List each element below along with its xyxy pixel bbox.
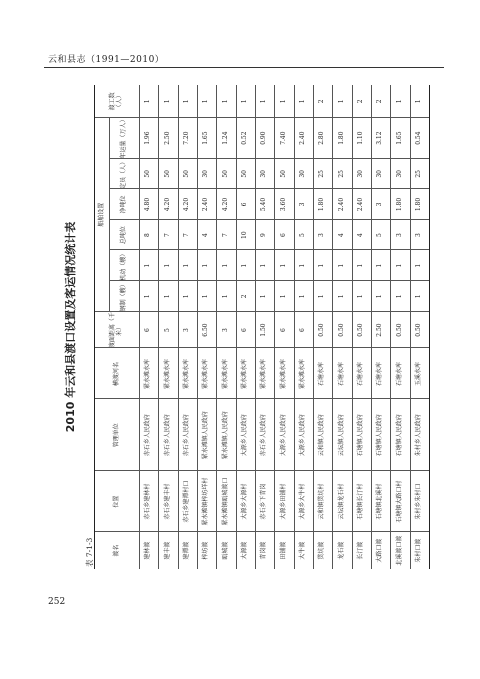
column-header: 渡工数（人） [109,92,123,111]
table-cell: 赤石乡建潭村口 [182,480,190,523]
table-cell: 紧水滩镇瓯城渡口 [221,477,229,526]
table-cell: 2.50 [376,323,384,337]
table-cell: 紧水滩镇梓坊垟村 [202,477,210,526]
table-cell: 龙石渡 [337,541,345,560]
table-cell: 4.80 [144,197,152,212]
table-cell: 0.50 [414,323,422,337]
table-cell: 玉溪水库 [414,361,422,386]
table-vline [109,280,429,281]
table-cell: 4 [356,233,364,238]
table-cell: 紧水滩水库 [240,358,248,389]
table-cell: 1 [395,263,403,268]
table-cell: 紧水滩水库 [298,358,306,389]
table-cell: 50 [221,170,229,178]
table-cell: 石塘水库 [318,361,326,386]
table-cell: 1 [337,263,345,268]
table-vline [109,158,429,159]
table-cell: 0.50 [337,323,345,337]
table-cell: 建丰渡 [163,541,171,560]
table-cell: 紧水滩水库 [163,358,171,389]
table-cell: 朱村乡朱村口 [414,483,422,520]
table-cell: 紧水滩水库 [279,358,287,389]
table-cell: 紧水滩镇人民政府 [202,411,210,460]
table-cell: 2 [318,99,326,104]
table-cell: 2.50 [163,131,171,145]
table-cell: 梓坊渡 [202,541,210,560]
table-cell: 2 [356,99,364,104]
table-cell: 石塘镇人民政府 [395,414,403,457]
column-header: 位置 [112,495,120,508]
column-header: 定员（人） [119,158,127,189]
table-cell: 1 [356,263,364,268]
table-vline [95,347,429,348]
table-cell: 50 [182,170,190,178]
table-cell: 1.65 [395,131,403,145]
table-cell: 云坛镇人民政府 [337,414,345,457]
table-cell: 2 [376,99,384,104]
column-header: 横渡河名 [112,361,120,386]
table-cell: 石塘镇北溪村 [376,483,384,520]
table-cell: 7.20 [182,131,190,145]
table-cell: 石塘镇人民政府 [376,414,384,457]
table-cell: 建林渡 [144,541,152,560]
table-cell: 紧水滩水库 [182,358,190,389]
table-cell: 紧水滩水库 [202,358,210,389]
table-cell: 50 [163,170,171,178]
table-cell: 3 [395,233,403,238]
table-vline [95,311,429,312]
table-cell: 3.60 [279,197,287,212]
table-cell: 5 [376,233,384,238]
table-cell: 石塘水库 [395,361,403,386]
table-cell: 10 [240,231,248,239]
table-cell: 石塘水库 [337,361,345,386]
table-cell: 大路口渡 [376,538,384,563]
table-vline [95,399,429,400]
table-cell: 大源乡人民政府 [298,414,306,457]
table-cell: 1 [414,99,422,104]
table-cell: 50 [144,170,152,178]
table-vline [109,249,429,250]
column-header: 渡名 [112,544,120,557]
table-cell: 6 [240,328,248,332]
table-cell: 朱村口渡 [414,538,422,563]
table-cell: 6 [279,328,287,332]
table-cell: 1.80 [318,197,326,212]
table-cell: 0.52 [240,131,248,145]
column-header: 管理单位 [112,423,120,448]
table-title: 2010 年云和县渡口设置及客运情况统计表 [64,221,77,433]
table-cell: 2.40 [298,131,306,145]
table-cell: 1 [202,294,210,299]
table-cell: 7 [221,233,229,238]
table-cell: 1 [318,263,326,268]
table-cell: 1.80 [414,197,422,212]
table-cell: 1 [260,263,268,268]
table-cell: 25 [318,170,326,178]
table-cell: 4.20 [163,197,171,212]
table-cell: 赤石乡人民政府 [182,414,190,457]
table-cell: 1.65 [202,131,210,145]
table-cell: 1.50 [260,323,268,337]
table-cell: 1 [144,99,152,104]
table-cell: 云和镇人民政府 [318,414,326,457]
table-cell: 建潭渡 [182,541,190,560]
table-cell: 1 [221,294,229,299]
book-header: 云和县志（1991—2010） [48,55,165,65]
table-cell: 1 [240,263,248,268]
column-header: 渡面距离（千米） [109,312,123,349]
table-cell: 8 [144,233,152,238]
table-cell: 6.50 [202,323,210,337]
table-cell: 1 [298,263,306,268]
table-cell: 1 [240,99,248,104]
table-cell: 3 [318,233,326,238]
table-cell: 0.90 [260,131,268,145]
table-cell: 北溪渡口渡 [395,535,403,566]
table-cell: 紧水滩水库 [260,358,268,389]
table-cell: 6 [144,328,152,332]
table-cell: 4 [337,233,345,238]
table-cell: 1.80 [395,197,403,212]
table-cell: 2.40 [337,197,345,212]
table-cell: 1 [395,99,403,104]
table-cell: 1 [298,99,306,104]
table-cell: 6 [298,328,306,332]
table-cell: 大源乡大源村 [240,483,248,520]
table-cell: 云和镇贯坑村 [318,483,326,520]
table-cell: 0.54 [414,131,422,145]
table-cell: 1 [163,263,171,268]
table-cell: 0.50 [318,323,326,337]
table-cell: 2 [240,294,248,299]
table-cell: 1.10 [356,131,364,145]
table-cell: 石塘水库 [356,361,364,386]
table-cell: 1 [163,294,171,299]
table-cell: 1 [279,99,287,104]
table-cell: 1 [376,294,384,299]
table-cell: 赤石乡人民政府 [163,414,171,457]
table-cell: 1 [298,294,306,299]
table-cell: 1 [144,263,152,268]
table-cell: 7 [182,233,190,238]
table-cell: 3 [182,328,190,332]
table-cell: 紧水滩水库 [221,358,229,389]
table-cell: 30 [202,170,210,178]
table-cell: 1 [182,294,190,299]
table-cell: 1 [260,99,268,104]
table-cell: 大牛渡 [298,541,306,560]
table-cell: 3 [221,328,229,332]
table-cell: 1.24 [221,131,229,145]
table-cell: 1 [221,99,229,104]
table-cell: 1.96 [144,131,152,145]
table-cell: 1 [376,263,384,268]
table-cell: 5 [298,233,306,238]
table-vline [95,470,429,471]
table-cell: 1 [163,99,171,104]
table-cell: 石塘镇长汀村 [356,483,364,520]
column-header: 总吨位 [119,226,127,245]
table-cell: 1 [221,263,229,268]
column-header: 年运量（万人） [119,116,127,159]
table-cell: 5 [163,328,171,332]
table-cell: 1 [279,263,287,268]
table-cell: 田铺渡 [279,541,287,560]
table-cell: 30 [260,170,268,178]
table-cell: 1 [260,294,268,299]
table-cell: 30 [376,170,384,178]
table-cell: 30 [395,170,403,178]
table-label: 表 7-1-3 [85,537,94,567]
table-cell: 1 [279,294,287,299]
data-table [94,85,430,569]
table-cell: 6 [279,233,287,238]
table-cell: 6 [240,202,248,207]
table-cell: 石塘水库 [376,361,384,386]
table-cell: 9 [260,233,268,238]
table-cell: 贯坑渡 [318,541,326,560]
table-cell: 7 [163,233,171,238]
table-vline [95,531,429,532]
table-cell: 5.40 [260,197,268,212]
table-vline [109,188,429,189]
table-cell: 3 [414,233,422,238]
table-cell: 石塘镇人民政府 [356,414,364,457]
table-cell: 4.20 [182,197,190,212]
table-cell: 紧水滩镇人民政府 [221,411,229,460]
table-cell: 1 [414,263,422,268]
table-cell: 2.40 [202,197,210,212]
header-rule [44,67,444,68]
table-cell: 石塘镇大路口村 [395,480,403,523]
table-cell: 1 [337,294,345,299]
column-header: 机动（艘） [119,250,127,281]
rotated-table-block [62,85,428,569]
column-header: 钢制（艘） [119,281,127,312]
table-cell: 0.50 [356,323,364,337]
table-cell: 瓯城渡 [221,541,229,560]
table-cell: 50 [279,170,287,178]
table-cell: 2.40 [356,197,364,212]
table-cell: 云坛镇龙石村 [337,483,345,520]
table-cell: 4 [202,233,210,238]
table-cell: 紧水滩水库 [144,358,152,389]
table-cell: 赤石乡人民政府 [260,414,268,457]
table-vline [95,117,429,118]
table-cell: 朱村乡人民政府 [414,414,422,457]
table-cell: 1 [356,294,364,299]
table-cell: 1.80 [337,131,345,145]
table-cell: 3 [298,202,306,207]
table-cell: 1 [337,99,345,104]
table-cell: 1 [144,294,152,299]
table-cell: 30 [298,170,306,178]
group-header: 船舶设置 [97,202,105,227]
table-cell: 1 [202,263,210,268]
table-cell: 大源乡人民政府 [240,414,248,457]
table-cell: 长汀渡 [356,541,364,560]
table-cell: 1 [202,99,210,104]
table-cell: 50 [240,170,248,178]
column-header: 净吨位 [119,195,127,214]
table-vline [109,219,429,220]
table-cell: 3 [376,202,384,207]
table-cell: 大源乡大牛村 [298,483,306,520]
table-cell: 25 [414,170,422,178]
table-cell: 大源渡 [240,541,248,560]
table-cell: 4.20 [221,197,229,212]
table-cell: 赤石乡人民政府 [144,414,152,457]
table-cell: 1 [182,263,190,268]
table-cell: 0.50 [395,323,403,337]
table-cell: 25 [337,170,345,178]
table-cell: 1 [414,294,422,299]
table-cell: 1 [318,294,326,299]
table-cell: 1 [182,99,190,104]
page-number: 252 [48,597,66,607]
table-hline [109,118,110,312]
table-cell: 1 [395,294,403,299]
table-cell: 大源乡田铺村 [279,483,287,520]
table-cell: 3.12 [376,131,384,145]
table-cell: 30 [356,170,364,178]
table-cell: 大源乡人民政府 [279,414,287,457]
table-cell: 7.40 [279,131,287,145]
table-cell: 2.80 [318,131,326,145]
table-cell: 赤石乡建林村 [144,483,152,520]
table-cell: 青岗渡 [260,541,268,560]
table-cell: 赤石乡建丰村 [163,483,171,520]
table-cell: 赤石乡下青岗 [260,483,268,520]
